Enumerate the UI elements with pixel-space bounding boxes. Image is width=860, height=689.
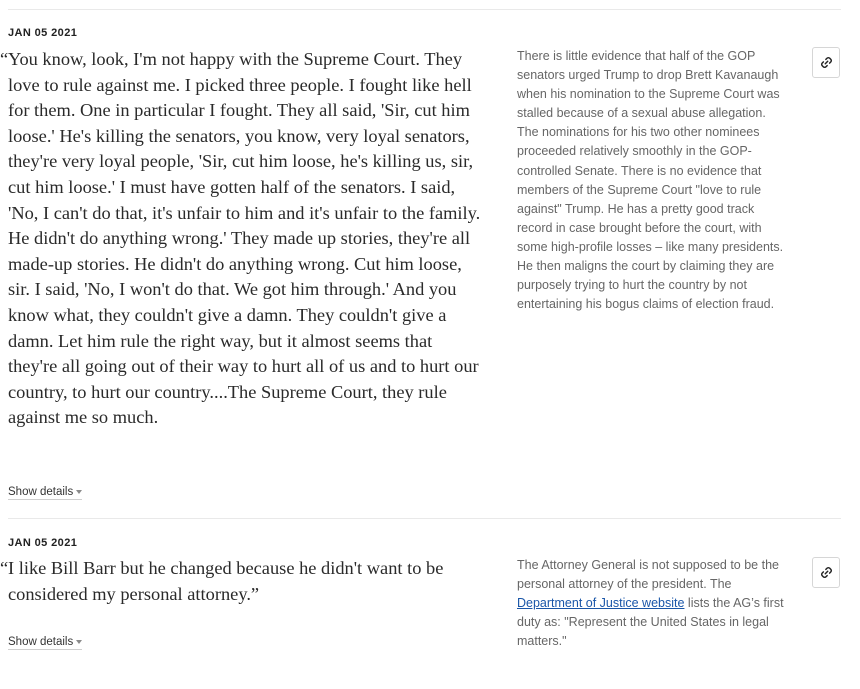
analysis-text-part: lists the AG’s first duty as: "Represent the United States in legal matters." [517, 596, 784, 649]
permalink-button[interactable] [812, 557, 840, 588]
link-icon [820, 566, 833, 579]
show-details-label: Show details [8, 486, 74, 498]
show-details-toggle[interactable] [8, 636, 82, 650]
quote-body: You know, look, I'm not happy with the Supreme Court. They love to rule against me. I picked three people. I fought like hell for them. One in particular I fought. They all said, 'Sir, cut him loose.' He's killing the senators, you know, very loyal senators, they're very loyal people, 'Sir, cut him loose, he's killing us, sir, cut him loose.' I must have gotten half of the senators. I said, 'No, I can't do that, it's unfair to him and it's unfair to the family. He didn't do anything wrong.' They made up stories, they're all made-up stories. He didn't do anything wrong. Cut him loose, sir. I said, 'No, I won't do that. We got him through.' And you know what, they couldn't give a damn. They couldn't give a damn. Let him rule the right way, but it almost seems that they're all going out of their way to hurt all of us and to hurt our country, to hurt our country....The Supreme Court, they rule against me so much. [8, 49, 481, 428]
caret-down-icon [76, 640, 82, 644]
quote-body: I like Bill Barr but he changed because he didn't want to be considered my personal attorney.” [8, 558, 444, 604]
analysis-text: There is little evidence that half of the GOP senators urged Trump to drop Brett Kavanaugh when his nomination to the Supreme Court was stalled because of a sexual abuse allegation. The nominations for his two other nominees proceeded relatively smoothly in the GOP-controlled Senate. There is no evidence that members of the Supreme Court "love to rule against" Trump. He has a pretty good track record in case brought before the court, with some high-profile losses – like many presidents. He then maligns the court by claiming they are purposely trying to hurt the country by not entertaining his bogus claims of election fraud. [517, 49, 784, 312]
link-icon [820, 56, 833, 69]
entry-date: JAN 05 2021 [8, 537, 78, 549]
quote-text [0, 556, 486, 607]
quote-text [0, 47, 486, 431]
entry-divider [8, 518, 841, 519]
analysis-text [517, 556, 785, 651]
caret-down-icon [76, 490, 82, 494]
show-details-label: Show details [8, 636, 74, 648]
analysis-text-part: The Attorney General is not supposed to be the personal attorney of the president. The [517, 558, 779, 592]
open-quote-mark: “ [0, 558, 9, 578]
entry-date: JAN 05 2021 [8, 27, 78, 39]
show-details-toggle[interactable] [8, 486, 82, 500]
open-quote-mark: “ [0, 49, 9, 69]
doj-website-link[interactable]: Department of Justice website [517, 596, 685, 611]
permalink-button[interactable] [812, 47, 840, 78]
top-divider [8, 9, 841, 10]
